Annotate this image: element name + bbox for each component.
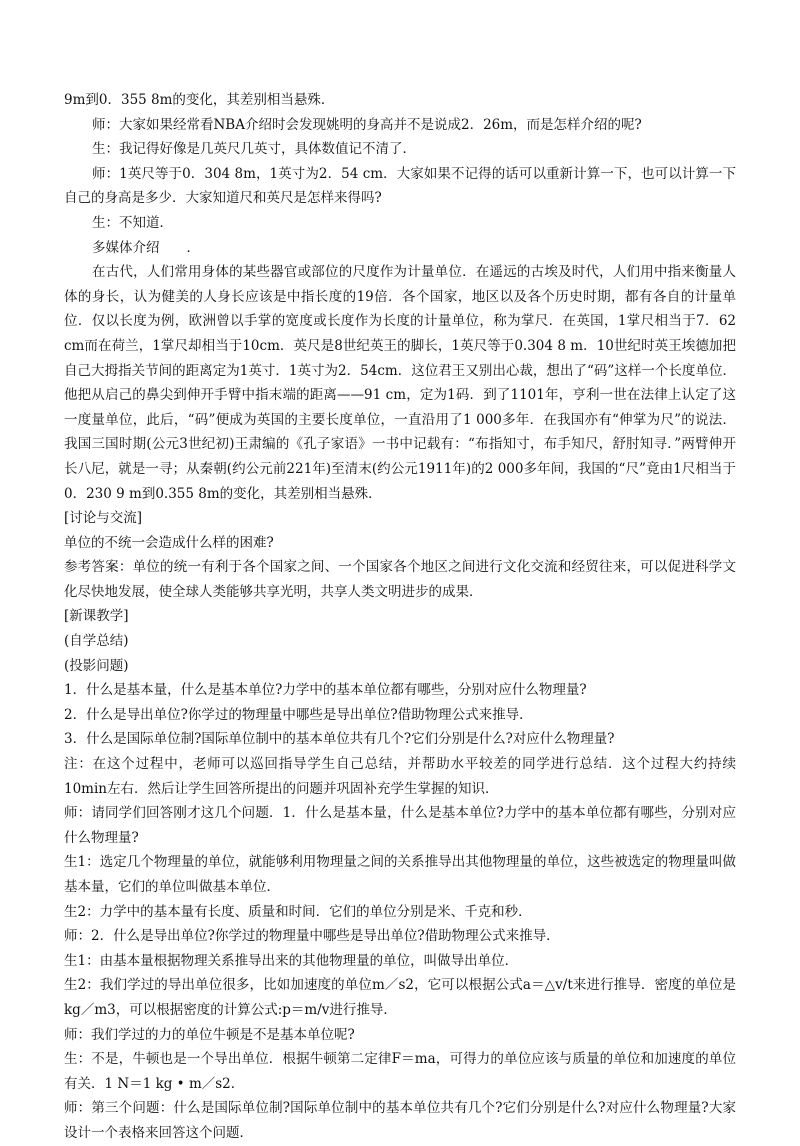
paragraph-03: 生：我记得好像是几英尺几英寸，具体数值记不清了． <box>92 141 416 158</box>
paragraph-06: 多媒体介绍 ． <box>92 239 200 256</box>
paragraph-18: 师：请同学们回答刚才这几个问题．1．什么是基本量，什么是基本单位?力学中的基本单位都有哪些，分别对应什么物理量? <box>64 805 736 846</box>
paragraph-09: 单位的不统一会造成什么样的困难? <box>64 534 274 551</box>
paragraph-21: 师：2．什么是导出单位?你学过的物理量中哪些是导出单位?借助物理公式来推导． <box>64 928 560 945</box>
paragraph-25: 生：不是，牛顿也是一个导出单位．根据牛顿第二定律F＝ma，可得力的单位应该与质量的单位和加速度的单位有关．1 N＝1 kg • m／s2． <box>64 1051 736 1092</box>
section-heading-discussion: [讨论与交流] <box>64 510 143 527</box>
paragraph-20: 生2：力学中的基本量有长度、质量和时间．它们的单位分别是米、千克和秒． <box>64 903 532 920</box>
paragraph-26: 师：第三个问题：什么是国际单位制?国际单位制中的基本单位共有几个?它们分别是什么?对应什么物理量?大家设计一个表格来回答这个问题． <box>64 1100 736 1141</box>
document-body <box>64 88 736 1146</box>
paragraph-24: 师：我们学过的力的单位牛顿是不是基本单位呢? <box>64 1026 355 1043</box>
paragraph-04: 师：1英尺等于0．304 8m，1英寸为2．54 cm．大家如果不记得的话可以重新计算一下，也可以计算一下自己的身高是多少．大家知道尺和英尺是怎样来得吗? <box>64 165 736 207</box>
paragraph-07: 在古代，人们常用身体的某些器官或部位的尺度作为计量单位．在遥远的古埃及时代，人们用中指来衡量人体的身长，认为健美的人身长应该是中指长度的19倍．各个国家，地区以及各个历史时期，都有各自的计量单位．仅以长度为例，欧洲曾以手掌的宽度或长度作为长度的计量单位，称为掌尺．在英国，1掌尺相当于7．62 cm而在荷兰，1掌尺却相当于10cm．英尺是8世纪英王的脚长，1英尺等于0.304 8 m．10世纪时英王埃德加把自己大拇指关节间的距离定为1英寸．1英寸为2．54cm．这位君王又别出心裁，想出了“码”这样一个长度单位．他把从启己的鼻尖到伸开手臂中指末端的距离——91 cm，定为1码．到了1101年，亨利一世在法律上认定了这一度量单位，此后，“码”便成为英国的主要长度单位，一直沿用了1 000多年．在我国亦有“伸掌为尺”的说法．我国三国时期(公元3世纪初)王肃编的《孔子家语》一书中记载有：“布指知寸，布手知尺，舒肘知寻．”两臂伸开长八尼，就是一寻；从秦朝(约公元前221年)至清末(约公元1911年)的2 000多年间，我国的“尺”竟由1尺相当于0．230 9 m到0.355 8m的变化，其差别相当悬殊． <box>64 264 736 502</box>
question-3: 3．什么是国际单位制?国际单位制中的基本单位共有几个?它们分别是什么?对应什么物理量? <box>64 731 615 748</box>
paragraph-02: 师：大家如果经常看NBA介绍时会发现姚明的身高并不是说成2．26m，而是怎样介绍的呢? <box>92 116 642 133</box>
paragraph-22: 生1：由基本量根据物理关系推导出来的其他物理量的单位，叫做导出单位． <box>64 952 519 969</box>
paragraph-23: 生2：我们学过的导出单位很多，比如加速度的单位m／s2，它可以根据公式a＝△v/t来进行推导．密度的单位是kg／m3，可以根据密度的计算公式:p＝m/v进行推导． <box>64 977 736 1018</box>
paragraph-12: (自学总结) <box>64 633 129 650</box>
paragraph-10: 参考答案：单位的统一有利于各个国家之间、一个国家各个地区之间进行文化交流和经贸往来，可以促进科学文化尽快地发展，使全球人类能够共享光明，共享人类文明进步的成果． <box>64 559 736 600</box>
paragraph-19: 生1：选定几个物理量的单位，就能够利用物理量之间的关系推导出其他物理量的单位，这些被选定的物理量叫做基本量，它们的单位叫做基本单位． <box>64 854 736 895</box>
section-heading-new-lesson: [新课教学] <box>64 608 129 625</box>
paragraph-01: 9m到0．355 8m的变化，其差别相当悬殊． <box>64 92 335 108</box>
question-2: 2．什么是导出单位?你学过的物理量中哪些是导出单位?借助物理公式来推导． <box>64 706 533 723</box>
paragraph-17: 注：在这个过程中，老师可以巡回指导学生自己总结，并帮助水平较差的同学进行总结．这个过程大约持续10min左右．然后让学生回答所提出的问题并巩固补充学生掌握的知识． <box>64 756 736 797</box>
paragraph-05: 生：不知道． <box>92 214 173 231</box>
question-1: 1．什么是基本量，什么是基本单位?力学中的基本单位都有哪些，分别对应什么物理量? <box>64 682 587 699</box>
paragraph-13: (投影问题) <box>64 657 129 674</box>
